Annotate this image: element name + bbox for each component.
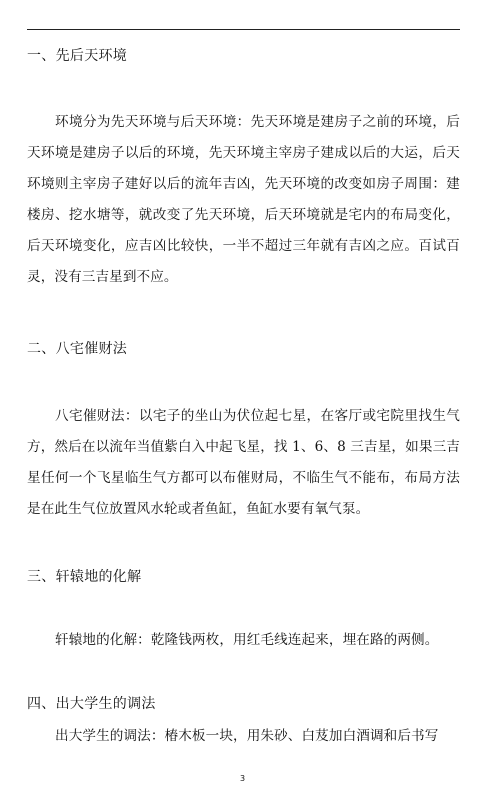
section-3-heading: 三、轩辕地的化解	[27, 569, 142, 585]
section-3-paragraph: 轩辕地的化解：乾隆钱两枚，用红毛线连起来，埋在路的两侧。	[55, 632, 439, 648]
section-1-heading: 一、先后天环境	[27, 48, 128, 64]
section-4-heading: 四、出大学生的调法	[27, 696, 156, 712]
section-1-paragraph: 环境分为先天环境与后天环境：先天环境是建房子之前的环境，后天环境是建房子以后的环境，先天环境主宰房子建成以后的大运，后天环境则主宰房子建好以后的流年吉凶，先天环境的改变如房子周围：建楼房、挖水塘等，就改变了先天环境，后天环境就是宅内的布局变化，后天环境变化，应吉凶比较快，一半不超过三年就有吉凶之应。百试百灵，没有三吉星到不应。	[27, 114, 460, 285]
section-2-heading: 二、八宅催财法	[27, 341, 128, 357]
page-number: 3	[239, 774, 246, 783]
section-2-paragraph: 八宅催财法：以宅子的坐山为伏位起七星，在客厅或宅院里找生气方，然后在以流年当值紫白入中起飞星，找 1、6、8 三吉星，如果三吉星任何一个飞星临生气方都可以布催财局，不临生气不能布，布局方法是在此生气位放置风水轮或者鱼缸，鱼缸水要有氧气泵。	[27, 408, 460, 517]
top-rule	[27, 29, 460, 30]
section-4-paragraph: 出大学生的调法：椿木板一块，用朱砂、白芨加白酒调和后书写	[55, 728, 439, 744]
